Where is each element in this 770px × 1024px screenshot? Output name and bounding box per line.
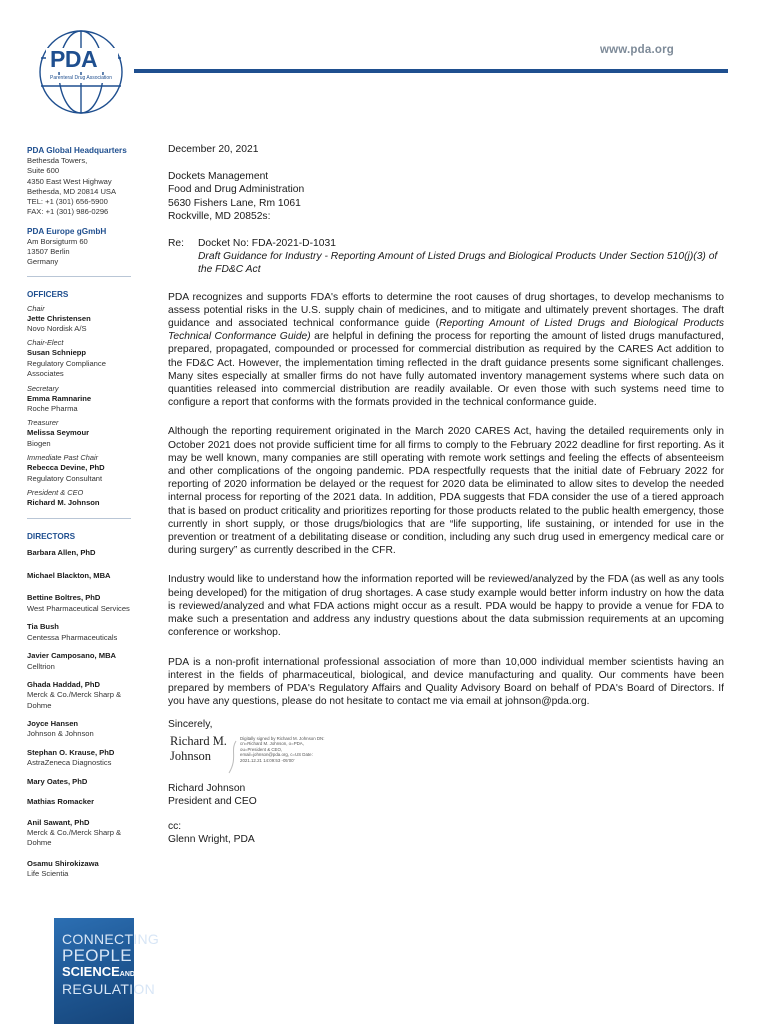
director-entry — [27, 748, 133, 769]
director-entry — [27, 859, 133, 880]
banner-line: CONNECTING — [62, 931, 160, 947]
conformance-guide-title: Reporting Amount of Listed Drugs and Biological Products Technical Conformance Guide) — [168, 318, 725, 343]
director-entry — [27, 593, 133, 614]
officer-name: Jette Christensen — [27, 313, 91, 323]
hq-address — [27, 145, 133, 218]
officer-entry — [27, 418, 133, 449]
recipient-line: Dockets Management — [168, 171, 269, 183]
hq-heading: PDA Global Headquarters — [27, 146, 127, 155]
director-entry — [27, 622, 133, 643]
director-name: Barbara Allen, PhD — [27, 548, 96, 558]
director-name: Anil Sawant, PhD — [27, 817, 90, 827]
signer-name: Richard Johnson — [168, 782, 246, 794]
website-link[interactable]: www.pda.org — [600, 44, 674, 56]
address-line: Bethesda Towers, — [27, 156, 88, 165]
director-org: Merck & Co./Merck Sharp & Dohme — [27, 828, 122, 848]
closing: Sincerely, — [168, 719, 213, 731]
officer-org: Regulatory Compliance Associates — [27, 358, 106, 379]
paragraph-4: PDA is a non-profit international professional association of more than 10,000 individual member scientists having an interest in the fields of pharmaceutical, biological, and device manufacturing and quality. Our comments have been prepared by members of PDA's Regulatory Affairs and Quality Advisory Board on behalf of PDA's Board of Directors. If you have any questions, please do not hesitate to contact me via email at johnson@pda.org. — [168, 656, 724, 708]
director-name: Osamu Shirokizawa — [27, 858, 99, 868]
banner-amp: AND — [119, 971, 135, 978]
director-name: Stephan O. Krause, PhD — [27, 747, 115, 757]
signature-block — [168, 734, 724, 780]
officer-role: Immediate Past Chair — [27, 453, 99, 463]
header-divider — [134, 69, 728, 73]
paragraph-3: Industry would like to understand how the information reported will be reviewed/analyzed by the FDA (as well as any tools being developed) for the mitigation of drug shortages. A case study example would better inform industry on how the data is reviewed/analyzed and what FDA actions might occur as a result. PDA would be happy to provide a venue for FDA to make such a presentation and address any industry questions about the data submission requirements at an upcoming conference or workshop. — [168, 574, 724, 639]
director-name: Ghada Haddad, PhD — [27, 679, 100, 689]
director-entry — [27, 571, 133, 582]
officer-entry — [27, 338, 133, 379]
officer-org: Biogen — [27, 438, 51, 448]
logo-wordmark: PDA — [50, 46, 98, 72]
director-org: Johnson & Johnson — [27, 729, 94, 739]
signature-line: Johnson — [170, 748, 211, 763]
director-name: Bettine Boltres, PhD — [27, 593, 101, 603]
director-name: Mathias Romacker — [27, 797, 95, 807]
officer-name: Rebecca Devine, PhD — [27, 463, 105, 473]
officers-heading: OFFICERS — [27, 289, 69, 299]
director-entry — [27, 777, 133, 788]
digital-signature-name — [170, 734, 227, 764]
address-line: Am Borsigturm 60 — [27, 236, 88, 246]
address-line: Bethesda, MD 20814 USA — [27, 186, 117, 196]
director-name: Mary Oates, PhD — [27, 776, 88, 786]
paragraph-2: Although the reporting requirement originated in the March 2020 CARES Act, having the detailed requirements only in October 2021 does not provide sufficient time for all firms to comply to the February 2022 deadline for first reporting. As it may be well known, many companies are still operating with remote work settings and feeling the effects of absenteeism and other complications of the ongoing pandemic. PDA respectfully requests that the initial date of February 2022 for reporting of 2020 information be delayed or the request for 2020 data be eliminated to allow sites to develop the needed internal process for reporting of the 2021 data. In addition, PDA suggests that FDA consider the use of a tiered approach that is based on product criticality and prioritizes reporting for those products related to the public health emergency, those currently in short supply, or those drugs/biologics that are “life supporting, life sustaining, or intended for use in the prevention or treatment of a debilitating disease or condition, including any such drug used in emergency medical care or during surgery” as currently described in the CFR. — [168, 426, 724, 557]
paragraph-1 — [168, 291, 724, 410]
connecting-people-banner — [54, 918, 160, 1024]
officer-role: Secretary — [27, 383, 59, 393]
phone-line: TEL: +1 (301) 656-5900 — [27, 197, 108, 207]
re-label: Re: — [168, 238, 185, 250]
signer-title: President and CEO — [168, 795, 257, 807]
recipient-line: Rockville, MD 20852s: — [168, 210, 271, 222]
banner-science: SCIENCE — [62, 964, 120, 979]
director-org: Life Scientia — [27, 869, 69, 879]
director-name: Michael Blackton, MBA — [27, 570, 111, 580]
officer-name: Susan Schniepp — [27, 348, 87, 358]
address-line: Germany — [27, 257, 59, 267]
cc-name: Glenn Wright, PDA — [168, 834, 255, 846]
address-line: Suite 600 — [27, 166, 60, 176]
sidebar-divider — [27, 276, 131, 277]
europe-heading: PDA Europe gGmbH — [27, 226, 107, 236]
officer-org: Roche Pharma — [27, 404, 78, 414]
fax-line: FAX: +1 (301) 986-0296 — [27, 207, 109, 217]
director-entry — [27, 797, 133, 808]
recipient-address — [168, 170, 724, 223]
director-entry — [27, 680, 133, 711]
paragraph-text: are helpful in defining the process for reporting the amount of listed drugs manufactured, prepared, propagated, compounded or processed for commercial distribution as required by the CARES Act addition to the FD&C Act. However, the implementation timing reflected in the draft guidance presents some significant challenges. Many sites especially at smaller firms do not have fully automated inventory management systems where such data on quantities released into commercial distribution are readily available. Or even those with such systems need time to configure a report that conforms with the formats provided in the technical conformance guide. — [168, 331, 725, 409]
director-org: Celltrion — [27, 661, 55, 671]
signature-mark-icon — [226, 740, 240, 774]
officer-entry — [27, 453, 133, 484]
guidance-title: Draft Guidance for Industry - Reporting Amount of Listed Drugs and Biological Products Under Section 510(j)(3) of the FD&C Act — [198, 251, 718, 276]
director-org: West Pharmaceutical Services — [27, 603, 130, 613]
officer-entry — [27, 304, 133, 335]
officer-entry — [27, 488, 133, 509]
officer-role: Chair-Elect — [27, 338, 64, 348]
recipient-line: 5630 Fishers Lane, Rm 1061 — [168, 197, 301, 209]
officer-role: President & CEO — [27, 487, 84, 497]
director-org: Centessa Pharmaceuticals — [27, 632, 118, 642]
address-line: 13507 Berlin — [27, 247, 70, 257]
director-entry — [27, 651, 133, 672]
recipient-line: Food and Drug Administration — [168, 184, 305, 196]
banner-line — [62, 965, 159, 982]
officer-role: Chair — [27, 303, 45, 313]
digital-signature-stamp: Digitally signed by Richard M. Johnson DN: cn=Richard M. Johnson, o=PDA, ou=President & CEO, email=johnson@pda.org, c=US Date: 2021.12.21 14:09:53 -05'00' — [240, 735, 325, 763]
cc-block — [168, 820, 724, 846]
cc-label: cc: — [168, 820, 182, 832]
director-entry — [27, 548, 133, 559]
director-entry — [27, 719, 133, 740]
officer-org: Novo Nordisk A/S — [27, 324, 87, 334]
officer-org: Regulatory Consultant — [27, 473, 103, 483]
directors-heading: DIRECTORS — [27, 532, 76, 542]
pda-logo — [36, 28, 126, 128]
sidebar-divider — [27, 518, 131, 519]
banner-line: PEOPLE — [62, 946, 132, 965]
banner-line: REGULATION — [62, 981, 155, 997]
banner-text — [62, 932, 159, 997]
director-org: Merck & Co./Merck Sharp & Dohme — [27, 690, 122, 710]
sidebar — [27, 145, 133, 887]
officer-name: Emma Ramnarine — [27, 393, 92, 403]
officer-name: Melissa Seymour — [27, 428, 90, 438]
officer-role: Treasurer — [27, 418, 59, 428]
director-org: AstraZeneca Diagnostics — [27, 758, 112, 768]
address-line: 4350 East West Highway — [27, 176, 112, 186]
paragraph-text: PDA recognizes and supports FDA's efforts to determine the root causes of drug shortages, to develop mechanisms to assess potential risks in the U.S. supply chain of medicines, and to mitigate and ultimately prevent shortages. The draft guidance and associated technical conformance guide ( — [168, 291, 724, 330]
europe-address — [27, 226, 133, 268]
director-name: Joyce Hansen — [27, 718, 79, 728]
officer-name: Richard M. Johnson — [27, 497, 100, 507]
signer-block — [168, 782, 724, 808]
signature-line: Richard M. — [170, 733, 227, 748]
letter-body — [168, 143, 724, 846]
letter-date: December 20, 2021 — [168, 144, 259, 155]
docket-number: Docket No: FDA-2021-D-1031 — [198, 238, 336, 250]
director-name: Javier Camposano, MBA — [27, 651, 117, 661]
logo-tagline: Parenteral Drug Association — [50, 75, 112, 81]
subject-line — [168, 237, 724, 277]
director-name: Tia Bush — [27, 622, 59, 632]
director-entry — [27, 818, 133, 849]
officer-entry — [27, 384, 133, 415]
